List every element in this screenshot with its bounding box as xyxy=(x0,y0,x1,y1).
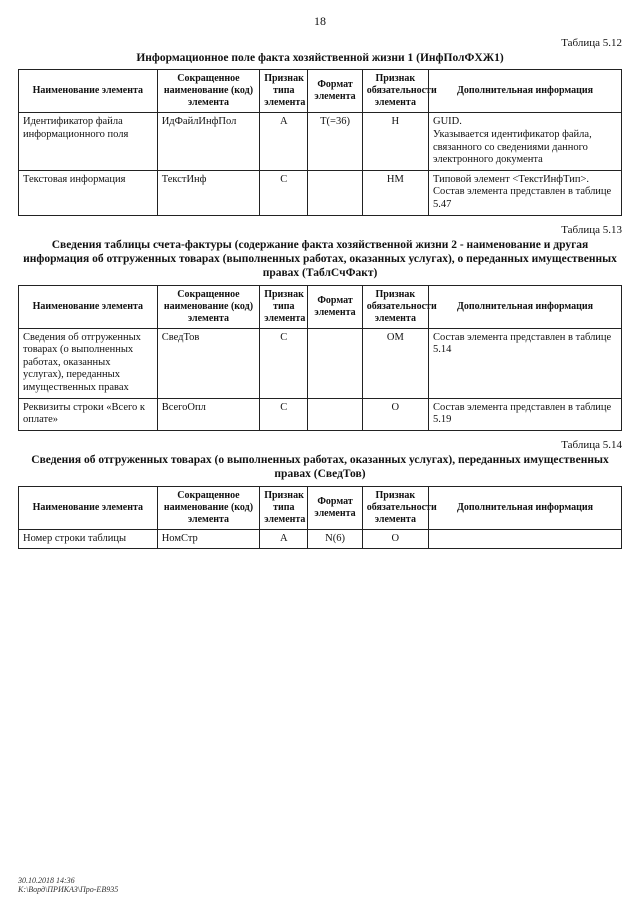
info-line: Типовой элемент <ТекстИнфТип>. xyxy=(433,173,590,185)
table-5-13 xyxy=(18,285,622,431)
cell-short: ТекстИнф xyxy=(157,170,260,215)
table-row xyxy=(19,113,622,170)
header-required: Признак обязательности элемента xyxy=(362,70,428,113)
footer-file-path: K:\Ворд\ПРИКАЗ\Про-ЕВ935 xyxy=(18,885,119,895)
header-format: Формат элемента xyxy=(308,70,362,113)
header-info: Дополнительная информация xyxy=(429,70,622,113)
table-5-12 xyxy=(18,69,622,215)
cell-info xyxy=(429,170,622,215)
cell-type: С xyxy=(260,328,308,398)
info-line: GUID. xyxy=(433,116,462,128)
cell-type: С xyxy=(260,398,308,430)
header-format: Формат элемента xyxy=(308,486,362,529)
table-header-row xyxy=(19,285,622,328)
cell-short: НомСтр xyxy=(157,529,260,549)
cell-name: Идентификатор файла информационного поля xyxy=(19,113,158,170)
cell-format xyxy=(308,170,362,215)
table-5-12-label: Таблица 5.12 xyxy=(561,37,622,49)
cell-required: Н xyxy=(362,113,428,170)
table-row xyxy=(19,398,622,430)
table-row xyxy=(19,170,622,215)
cell-type: С xyxy=(260,170,308,215)
cell-required: О xyxy=(362,398,428,430)
cell-format xyxy=(308,398,362,430)
cell-name: Текстовая информация xyxy=(19,170,158,215)
table-row xyxy=(19,529,622,549)
cell-name: Номер строки таблицы xyxy=(19,529,158,549)
cell-short: ИдФайлИнфПол xyxy=(157,113,260,170)
cell-required: ОМ xyxy=(362,328,428,398)
header-required: Признак обязательности элемента xyxy=(362,486,428,529)
cell-name: Реквизиты строки «Всего к оплате» xyxy=(19,398,158,430)
page-number: 18 xyxy=(314,14,326,28)
header-type: Признак типа элемента xyxy=(260,70,308,113)
cell-info xyxy=(429,113,622,170)
cell-format: N(6) xyxy=(308,529,362,549)
table-5-14-caption: Сведения об отгруженных товарах (о выполненных работах, оказанных услугах), переданных имущественных правах (СведТов) xyxy=(31,453,609,481)
header-name: Наименование элемента xyxy=(19,70,158,113)
document-footer xyxy=(18,876,118,895)
header-name: Наименование элемента xyxy=(19,285,158,328)
table-row xyxy=(19,328,622,398)
cell-type: А xyxy=(260,113,308,170)
table-5-12-caption: Информационное поле факта хозяйственной жизни 1 (ИнфПолФХЖ1) xyxy=(136,52,504,64)
cell-format xyxy=(308,328,362,398)
cell-name: Сведения об отгруженных товарах (о выполненных работах, оказанных услугах), переданных имущественных правах xyxy=(19,328,158,398)
footer-timestamp: 30.10.2018 14:36 xyxy=(18,875,75,885)
header-type: Признак типа элемента xyxy=(260,486,308,529)
cell-format: Т(=36) xyxy=(308,113,362,170)
table-header-row xyxy=(19,70,622,113)
cell-short: ВсегоОпл xyxy=(157,398,260,430)
table-header-row xyxy=(19,486,622,529)
cell-short: СведТов xyxy=(157,328,260,398)
table-5-13-label: Таблица 5.13 xyxy=(561,223,622,236)
header-name: Наименование элемента xyxy=(19,486,158,529)
table-5-13-caption: Сведения таблицы счета-фактуры (содержание факта хозяйственной жизни 2 - наименование и другая информация об отгруженных товарах (выполненных работах, оказанных услугах), о переданных имущественных правах (ТаблСчФакт) xyxy=(23,238,617,280)
table-5-14-label: Таблица 5.14 xyxy=(561,438,622,451)
info-line: Указывается идентификатор файла, связанного со сведениями данного электронного документа xyxy=(433,128,592,166)
header-format: Формат элемента xyxy=(308,285,362,328)
cell-required: О xyxy=(362,529,428,549)
header-short: Сокращенное наименование (код) элемента xyxy=(157,486,260,529)
info-line: Состав элемента представлен в таблице 5.47 xyxy=(433,186,612,210)
header-info: Дополнительная информация xyxy=(429,285,622,328)
cell-type: А xyxy=(260,529,308,549)
header-type: Признак типа элемента xyxy=(260,285,308,328)
table-5-14 xyxy=(18,486,622,550)
header-short: Сокращенное наименование (код) элемента xyxy=(157,285,260,328)
cell-info: Состав элемента представлен в таблице 5.14 xyxy=(429,328,622,398)
header-info: Дополнительная информация xyxy=(429,486,622,529)
header-required: Признак обязательности элемента xyxy=(362,285,428,328)
cell-required: НМ xyxy=(362,170,428,215)
header-short: Сокращенное наименование (код) элемента xyxy=(157,70,260,113)
cell-info: Состав элемента представлен в таблице 5.19 xyxy=(429,398,622,430)
cell-info xyxy=(429,529,622,549)
